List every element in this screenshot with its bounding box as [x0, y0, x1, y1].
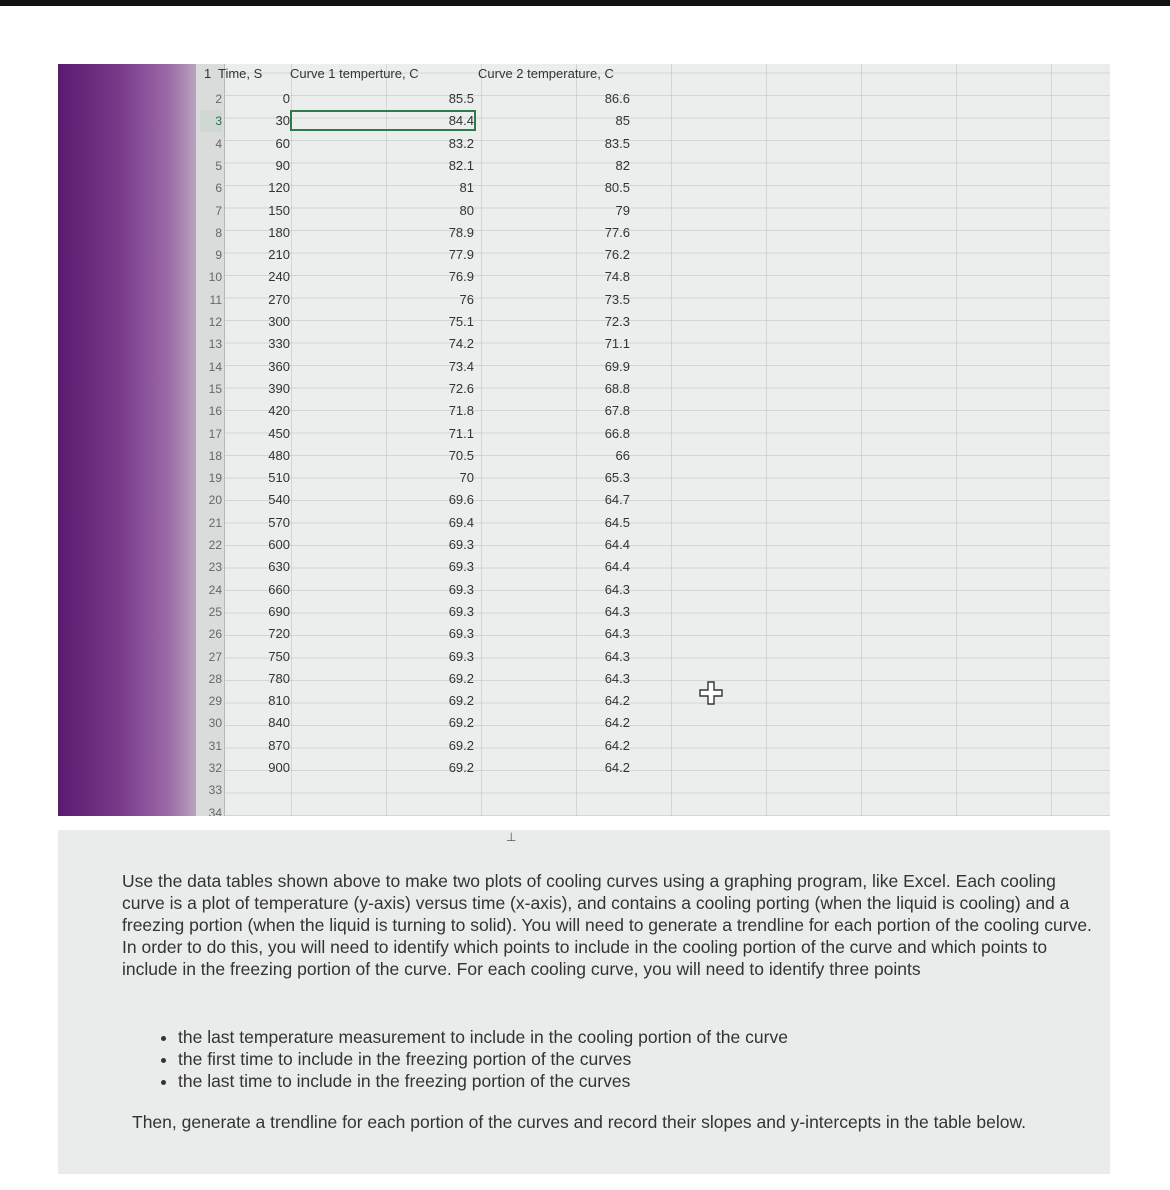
row-number[interactable]: 2 [215, 92, 222, 106]
cell-curve1[interactable]: 69.6 [448, 492, 474, 508]
cell-curve1[interactable]: 69.3 [448, 603, 474, 619]
cell-time[interactable]: 270 [268, 291, 290, 307]
cell-curve1[interactable]: 70.5 [448, 447, 474, 463]
cell-curve2[interactable]: 64.2 [604, 737, 630, 753]
cell-curve2[interactable]: 69.9 [604, 358, 630, 374]
cell-curve2[interactable]: 68.8 [604, 380, 630, 396]
cell-time[interactable]: 240 [268, 269, 290, 285]
cell-time[interactable]: 300 [268, 314, 290, 329]
cell-curve1[interactable]: 69.3 [448, 581, 474, 597]
row-number[interactable]: 5 [215, 158, 222, 173]
cell-time[interactable]: 750 [268, 648, 290, 664]
cell-curve1[interactable]: 74.2 [448, 336, 474, 352]
cell-curve1[interactable]: 69.2 [448, 693, 474, 709]
cell-time[interactable]: 180 [268, 224, 290, 240]
cell-curve2[interactable]: 80.5 [604, 180, 630, 196]
cell-time[interactable]: 630 [268, 559, 290, 575]
instructions-panel [58, 830, 1110, 1174]
bullet-item: • the last temperature measurement to include in the cooling portion of the curve [178, 1026, 788, 1048]
row-number[interactable]: 13 [208, 337, 222, 352]
table-row [196, 155, 1110, 177]
header-curve1[interactable]: Curve 1 temperture, C [290, 66, 419, 81]
table-row [196, 579, 1110, 601]
cell-curve1[interactable]: 82.1 [448, 157, 474, 173]
cell-time[interactable]: 570 [268, 514, 290, 530]
cell-time[interactable]: 420 [268, 403, 290, 419]
table-row [196, 423, 1110, 445]
table-row [196, 556, 1110, 578]
cell-curve1[interactable]: 81 [459, 180, 474, 196]
cell-curve1[interactable]: 69.2 [448, 715, 474, 731]
cell-curve2[interactable]: 64.3 [604, 648, 630, 664]
row-number[interactable]: 30 [208, 716, 222, 731]
cell-curve2[interactable]: 73.5 [604, 291, 630, 307]
cell-time[interactable]: 450 [268, 425, 290, 441]
table-row [196, 601, 1110, 623]
row-number[interactable]: 9 [215, 248, 222, 263]
row-number[interactable]: 24 [208, 582, 222, 597]
cell-curve2[interactable]: 64.4 [604, 559, 630, 575]
instructions-bullets [162, 1026, 788, 1092]
row-number[interactable]: 21 [208, 515, 222, 530]
cell-curve2[interactable]: 66 [615, 447, 630, 463]
purple-sidebar [58, 64, 196, 816]
cell-time[interactable]: 780 [268, 670, 290, 686]
cell-curve1[interactable]: 76.9 [448, 269, 474, 285]
cell-curve2[interactable]: 64.4 [604, 537, 630, 552]
cell-time[interactable]: 600 [268, 537, 290, 552]
row-number[interactable]: 20 [208, 493, 222, 508]
cell-time[interactable]: 210 [268, 247, 290, 263]
cell-curve1[interactable]: 69.2 [448, 760, 474, 775]
table-row [196, 623, 1110, 645]
cell-time[interactable]: 0 [282, 91, 290, 106]
row-number[interactable]: 22 [208, 538, 222, 552]
cell-time[interactable]: 30 [275, 113, 290, 129]
cell-curve2[interactable]: 76.2 [604, 247, 630, 263]
table-row [196, 779, 1110, 801]
cell-curve1[interactable]: 80 [459, 202, 474, 218]
cell-time[interactable]: 510 [268, 470, 290, 486]
cell-curve1[interactable]: 69.2 [448, 670, 474, 686]
table-row [196, 668, 1110, 690]
cell-curve1[interactable]: 73.4 [448, 358, 474, 374]
instructions-paragraph: Use the data tables shown above to make two plots of cooling curves using a graphing program, like Excel. Each cooling curve is a plot of temperature (y-axis) versus time (x-axis), and contains a cooling porting (when the liquid is cooling) and a freezing portion (when the liquid is turning to solid). You will need to generate a trendline for each portion of the cooling curve. In order to do this, you will need to identify which points to include in the cooling portion of the curve and which points to include in the freezing portion of the curve. For each cooling curve, you will need to identify three points [122, 871, 1092, 979]
table-row [196, 88, 1110, 110]
table-row [196, 200, 1110, 222]
cell-curve2[interactable]: 66.8 [604, 425, 630, 441]
table-row [196, 512, 1110, 534]
table-row [196, 534, 1110, 556]
cell-curve1[interactable]: 71.1 [448, 425, 474, 441]
table-row [196, 311, 1110, 333]
cell-curve2[interactable]: 64.5 [604, 514, 630, 530]
row-number[interactable]: 12 [208, 315, 222, 329]
row-number[interactable]: 27 [208, 649, 222, 664]
cell-time[interactable]: 540 [268, 492, 290, 508]
cell-time[interactable]: 360 [268, 358, 290, 374]
cell-curve1[interactable]: 76 [459, 291, 474, 307]
row-number[interactable]: 31 [208, 738, 222, 753]
table-row [196, 244, 1110, 266]
header-curve2[interactable]: Curve 2 temperature, C [478, 66, 614, 81]
table-row [196, 467, 1110, 489]
cell-time[interactable]: 330 [268, 336, 290, 352]
row-number[interactable]: 15 [208, 381, 222, 396]
cell-time[interactable]: 120 [268, 180, 290, 196]
instructions-closing: Then, generate a trendline for each portion of the curves and record their slopes and y-intercepts in the table below. [132, 1112, 1027, 1132]
cell-time[interactable]: 840 [268, 715, 290, 731]
cell-curve1[interactable]: 69.4 [448, 514, 474, 530]
row-number[interactable]: 4 [215, 136, 222, 151]
table-row [196, 757, 1110, 779]
cell-curve2[interactable]: 86.6 [604, 91, 630, 106]
table-row [196, 378, 1110, 400]
cell-curve1[interactable]: 71.8 [448, 403, 474, 419]
cell-curve2[interactable]: 64.3 [604, 626, 630, 642]
cell-curve2[interactable]: 65.3 [604, 470, 630, 486]
row-number[interactable]: 8 [215, 225, 222, 240]
cell-time[interactable]: 90 [275, 157, 290, 173]
row-number[interactable]: 26 [208, 627, 222, 642]
table-row [196, 356, 1110, 378]
cell-curve2[interactable]: 79 [615, 202, 630, 218]
row-number[interactable]: 34 [208, 805, 222, 816]
row-number[interactable]: 14 [208, 359, 222, 374]
row-number[interactable]: 29 [208, 694, 222, 709]
cell-curve2[interactable]: 64.3 [604, 581, 630, 597]
cell-curve2[interactable]: 64.2 [604, 693, 630, 709]
cell-time[interactable]: 810 [268, 693, 290, 709]
spreadsheet-photo [58, 64, 1110, 816]
cell-time[interactable]: 870 [268, 737, 290, 753]
row-number[interactable]: 28 [208, 671, 222, 686]
small-mark-icon: ⊥ [506, 830, 517, 844]
cell-time[interactable]: 690 [268, 603, 290, 619]
table-row [196, 690, 1110, 712]
cell-time[interactable]: 720 [268, 626, 290, 642]
cell-curve1[interactable]: 83.2 [448, 135, 474, 151]
cell-curve2[interactable]: 64.2 [604, 715, 630, 731]
cell-curve1[interactable]: 77.9 [448, 247, 474, 263]
table-row [196, 712, 1110, 734]
cell-curve2[interactable]: 85 [615, 113, 630, 129]
row-number[interactable]: 10 [208, 270, 222, 285]
table-row [196, 400, 1110, 422]
cell-time[interactable]: 390 [268, 380, 290, 396]
table-row [196, 177, 1110, 199]
bullet-item: • the last time to include in the freezing portion of the curves [178, 1070, 788, 1092]
table-row [196, 646, 1110, 668]
cell-curve2[interactable]: 64.2 [604, 760, 630, 775]
cell-curve2[interactable]: 71.1 [604, 336, 630, 352]
row-number[interactable]: 23 [208, 560, 222, 575]
cell-curve1[interactable]: 69.3 [448, 537, 474, 552]
row-number[interactable]: 19 [208, 471, 222, 486]
cell-curve1[interactable]: 69.3 [448, 626, 474, 642]
cell-curve1[interactable]: 78.9 [448, 224, 474, 240]
cell-curve1[interactable]: 69.3 [448, 559, 474, 575]
table-row [196, 266, 1110, 288]
table-row [196, 289, 1110, 311]
cell-curve2[interactable]: 77.6 [604, 224, 630, 240]
row-number[interactable]: 11 [209, 292, 222, 307]
row-number[interactable]: 32 [208, 761, 222, 775]
row-number[interactable]: 7 [215, 203, 222, 218]
row-number[interactable]: 6 [215, 181, 222, 196]
row-number[interactable]: 3 [200, 110, 222, 132]
table-row [196, 445, 1110, 467]
row-number[interactable]: 16 [208, 404, 222, 419]
cell-curve2[interactable]: 74.8 [604, 269, 630, 285]
cell-curve1[interactable]: 69.3 [448, 648, 474, 664]
plus-cursor-icon [698, 680, 724, 706]
cell-curve2[interactable]: 72.3 [604, 314, 630, 329]
row-number[interactable]: 25 [208, 604, 222, 619]
cell-time[interactable]: 900 [268, 760, 290, 775]
cell-curve2[interactable]: 64.3 [604, 603, 630, 619]
cell-time[interactable]: 660 [268, 581, 290, 597]
row-number[interactable]: 33 [208, 783, 222, 798]
cell-time[interactable]: 60 [275, 135, 290, 151]
cell-curve1[interactable]: 84.4 [448, 113, 474, 129]
cell-curve2[interactable]: 64.3 [604, 670, 630, 686]
cell-curve2[interactable]: 82 [615, 157, 630, 173]
row-number[interactable]: 18 [208, 448, 222, 463]
table-row [196, 333, 1110, 355]
row-number[interactable]: 17 [208, 426, 222, 441]
cell-curve2[interactable]: 83.5 [604, 135, 630, 151]
cell-curve2[interactable]: 64.7 [604, 492, 630, 508]
table-row [196, 735, 1110, 757]
table-row [196, 802, 1110, 816]
cell-curve1[interactable]: 85.5 [448, 91, 474, 106]
top-black-bar [0, 0, 1170, 6]
selected-cell-outline [290, 110, 476, 131]
cell-curve1[interactable]: 72.6 [448, 380, 474, 396]
bullet-item: • the first time to include in the freezing portion of the curves [178, 1048, 788, 1070]
cell-curve2[interactable]: 67.8 [604, 403, 630, 419]
cell-curve1[interactable]: 70 [459, 470, 474, 486]
cell-time[interactable]: 150 [268, 202, 290, 218]
header-time[interactable]: Time, S [218, 66, 263, 81]
cell-curve1[interactable]: 69.2 [448, 737, 474, 753]
cell-curve1[interactable]: 75.1 [448, 314, 474, 329]
row-number-1[interactable]: 1 [204, 66, 212, 81]
table-row [196, 222, 1110, 244]
cell-time[interactable]: 480 [268, 447, 290, 463]
table-row [196, 133, 1110, 155]
table-row [196, 489, 1110, 511]
